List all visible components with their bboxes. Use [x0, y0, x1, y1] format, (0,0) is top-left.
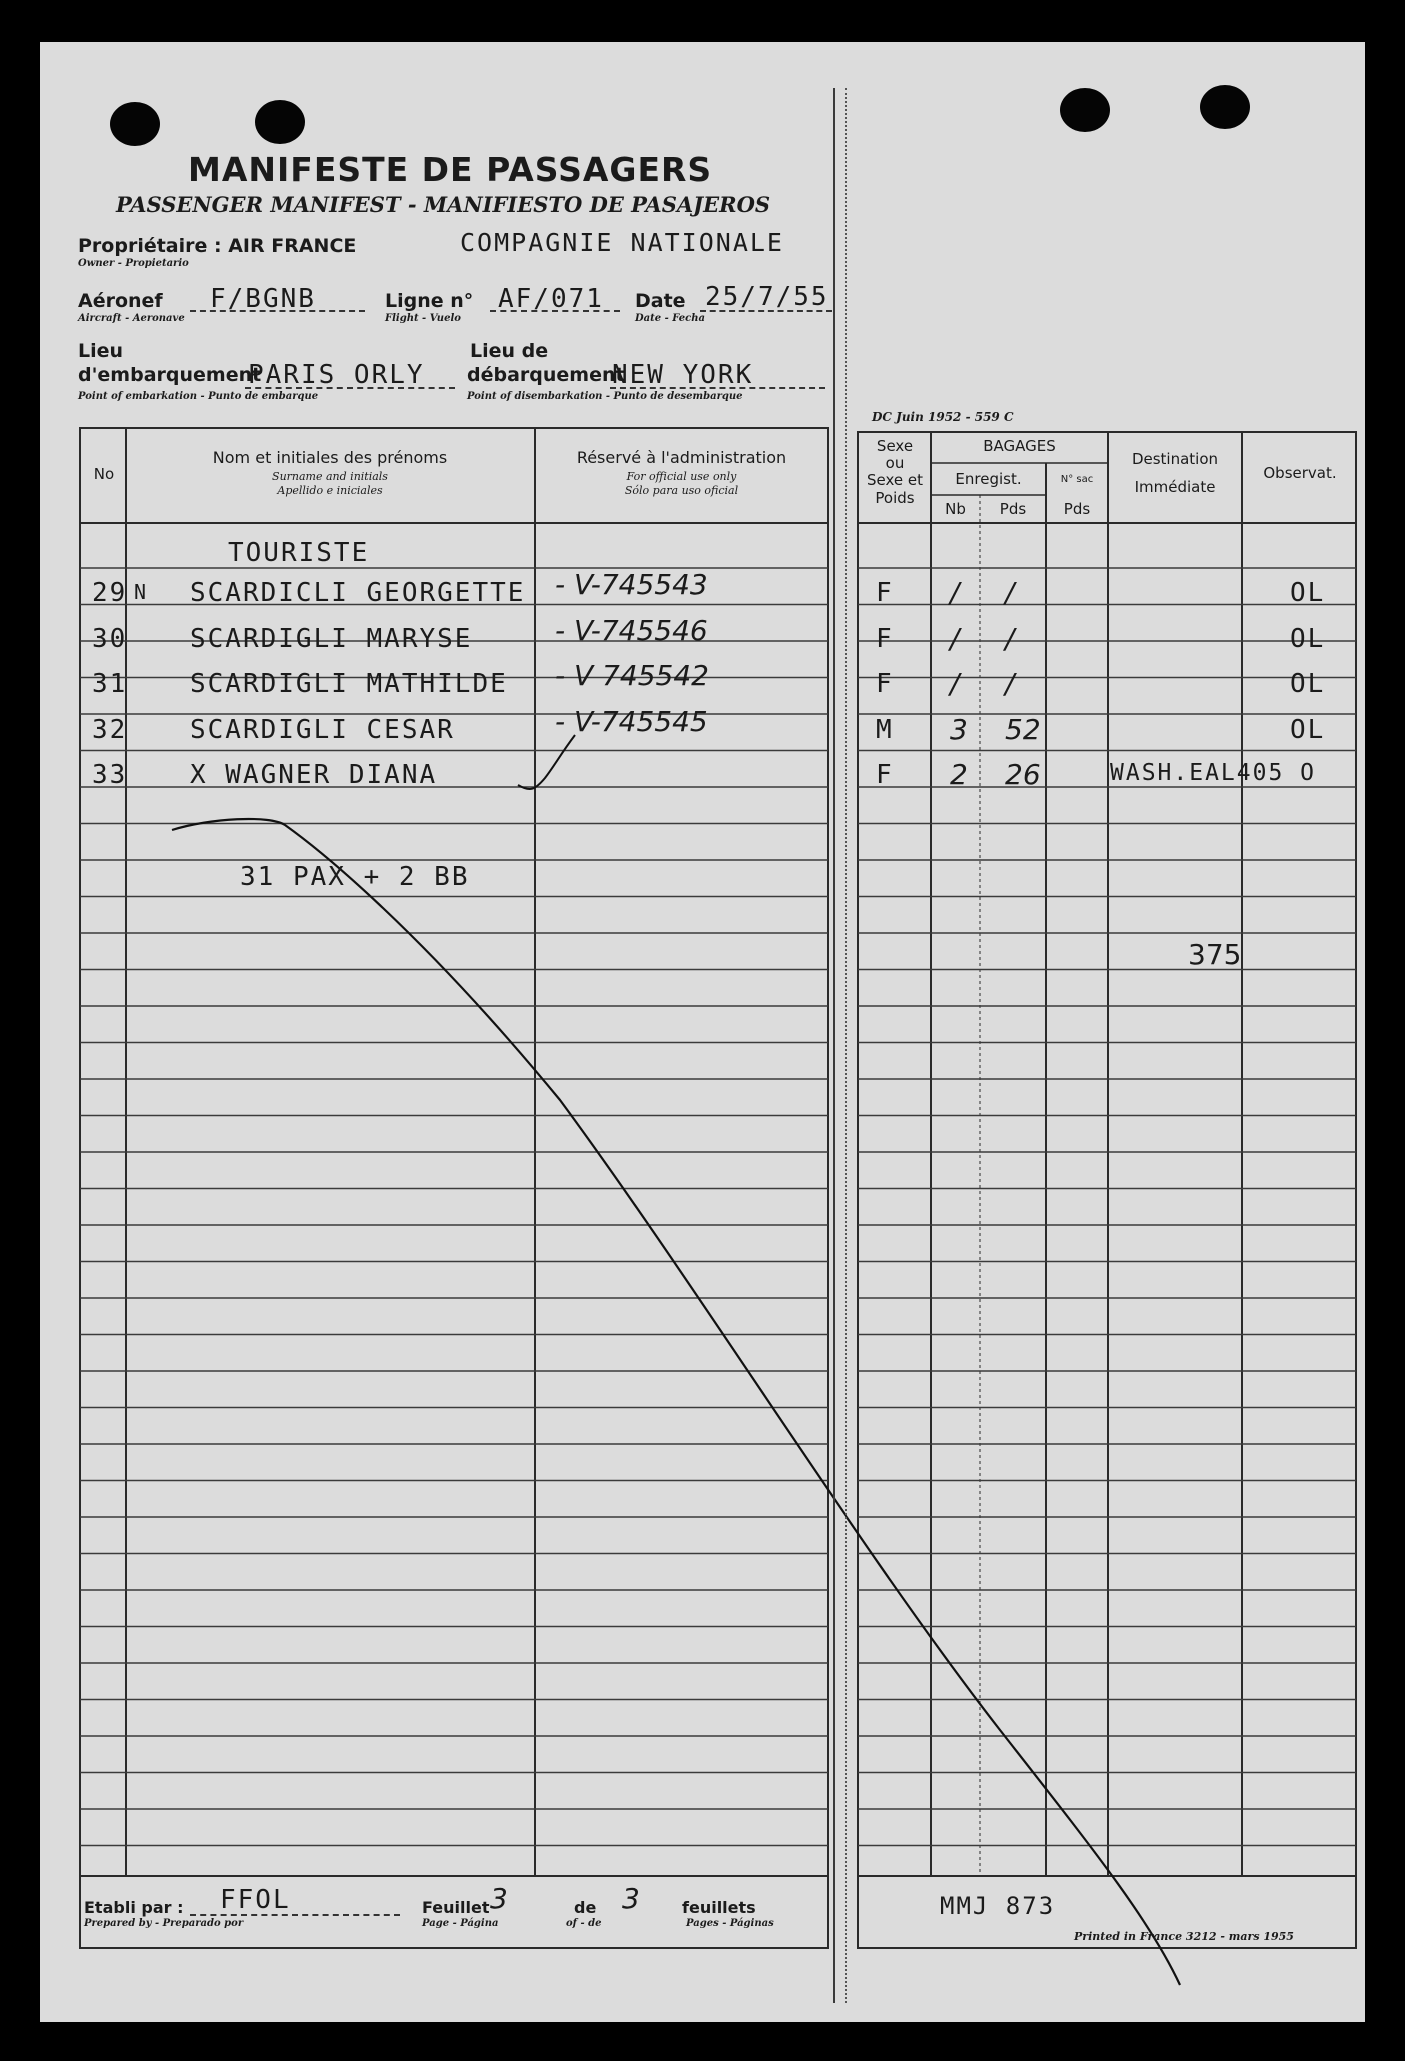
- bag-count: /: [950, 621, 960, 655]
- col-admin: Réservé à l'administration: [576, 448, 787, 467]
- col-pds-2: Pds: [1063, 500, 1091, 518]
- of-sublabel: of - de: [566, 1918, 602, 1929]
- sheet-sublabel: Page - Página: [422, 1918, 499, 1929]
- destination: WASH.EAL405 O: [1110, 760, 1317, 786]
- sex: F: [876, 578, 894, 608]
- observation: OL: [1290, 669, 1326, 699]
- col-name-en: Surname and initials: [272, 470, 388, 483]
- col-sex-2: ou: [885, 454, 905, 472]
- owner-label: Propriétaire : AIR FRANCE: [78, 235, 357, 257]
- col-admin-es: Sólo para uso oficial: [624, 484, 739, 497]
- embark-label-2: d'embarquement: [78, 364, 262, 386]
- date-sublabel: Date - Fecha: [635, 313, 705, 324]
- handwritten-total: 375: [1188, 938, 1242, 971]
- aircraft-label: Aéronef: [78, 290, 163, 312]
- row-number: 30: [92, 623, 128, 654]
- flight-value: AF/071: [498, 284, 604, 314]
- sex: M: [876, 714, 894, 745]
- col-dest-2: Immédiate: [1134, 478, 1216, 496]
- bag-count: 2: [950, 758, 968, 791]
- sex: F: [876, 623, 894, 654]
- col-name-es: Apellido e iniciales: [277, 484, 383, 497]
- sheet-label: Feuillet: [422, 1898, 490, 1917]
- disembark-label-1: Lieu de: [470, 340, 549, 362]
- col-admin-en: For official use only: [626, 470, 737, 483]
- form-code: DC Juin 1952 - 559 C: [872, 410, 1014, 424]
- fold-crease: [833, 88, 847, 2003]
- owner-value: COMPAGNIE NATIONALE: [460, 228, 784, 257]
- sheet-value: 3: [490, 1882, 508, 1915]
- embark-label-1: Lieu: [78, 340, 124, 362]
- aircraft-sublabel: Aircraft - Aeronave: [78, 313, 185, 324]
- sheets-label: feuillets: [682, 1898, 756, 1917]
- col-no: No: [93, 465, 115, 483]
- disembark-sublabel: Point of disembarkation - Punto de desembarque: [467, 391, 743, 402]
- passport-number: - V-745546: [555, 613, 708, 647]
- owner-sublabel: Owner - Propietario: [78, 258, 189, 269]
- passenger-name: SCARDIGLI CESAR: [190, 714, 455, 745]
- passenger-name: SCARDIGLI MARYSE: [190, 623, 473, 654]
- aircraft-value: F/BGNB: [210, 284, 316, 314]
- bag-count: 3: [950, 712, 968, 746]
- row-number: 31: [92, 669, 128, 699]
- bag-weight: /: [1005, 576, 1015, 609]
- class-label: TOURISTE: [228, 538, 370, 568]
- prepared-sublabel: Prepared by - Preparado por: [84, 1918, 244, 1929]
- of-label: de: [574, 1898, 597, 1917]
- summary-total: 31 PAX + 2 BB: [240, 862, 470, 892]
- sex: F: [876, 669, 894, 699]
- printed-note: Printed in France 3212 - mars 1955: [1074, 1930, 1294, 1943]
- bag-weight: 52: [1005, 712, 1041, 746]
- row-number: 32: [92, 714, 128, 745]
- col-observ: Observat.: [1263, 464, 1337, 482]
- date-value: 25/7/55: [705, 282, 829, 312]
- sheets-sublabel: Pages - Páginas: [686, 1918, 774, 1929]
- col-nb: Nb: [945, 500, 966, 518]
- observation: OL: [1290, 623, 1326, 654]
- bag-weight: 26: [1005, 758, 1041, 791]
- bag-count: /: [950, 576, 960, 609]
- passenger-name: X WAGNER DIANA: [190, 760, 438, 790]
- embark-sublabel: Point of embarkation - Punto de embarque: [78, 391, 319, 402]
- sex: F: [876, 760, 894, 790]
- form-title: MANIFESTE DE PASSAGERS: [188, 150, 713, 189]
- prepared-value: FFOL: [220, 1885, 291, 1915]
- col-bagages: BAGAGES: [983, 437, 1056, 455]
- date-label: Date: [635, 290, 686, 312]
- bag-count: /: [950, 667, 960, 700]
- passenger-name: SCARDICLI GEORGETTE: [190, 578, 526, 608]
- form-subtitle: PASSENGER MANIFEST - MANIFIESTO DE PASAJEROS: [116, 192, 771, 217]
- passport-number: - V 745542: [555, 659, 709, 692]
- passenger-name: SCARDIGLI MATHILDE: [190, 669, 508, 699]
- col-name: Nom et initiales des prénoms: [212, 448, 448, 467]
- col-sex-4: Poids: [875, 489, 915, 507]
- col-pds: Pds: [999, 500, 1027, 518]
- col-sex-1: Sexe: [876, 437, 914, 455]
- bag-weight: /: [1005, 621, 1015, 655]
- row-number-suffix: N: [134, 580, 149, 604]
- row-number: 33: [92, 760, 128, 790]
- observation: OL: [1290, 578, 1326, 608]
- disembark-label-2: débarquement: [467, 364, 625, 386]
- bag-weight: /: [1005, 667, 1015, 700]
- col-enregist: Enregist.: [955, 470, 1022, 488]
- observation: OL: [1290, 714, 1326, 745]
- col-nsac: N° sac: [1060, 474, 1094, 485]
- col-sex-3: Sexe et: [866, 471, 923, 489]
- col-dest-1: Destination: [1131, 450, 1219, 468]
- prepared-label: Etabli par :: [84, 1898, 184, 1917]
- disembark-value: NEW YORK: [612, 360, 754, 390]
- flight-sublabel: Flight - Vuelo: [385, 313, 461, 324]
- row-number: 29: [92, 578, 128, 608]
- embark-value: PARIS ORLY: [248, 360, 425, 390]
- passport-number: - V-745545: [555, 704, 708, 738]
- flight-label: Ligne n°: [385, 290, 474, 312]
- of-value: 3: [622, 1882, 640, 1915]
- reference-number: MMJ 873: [940, 1892, 1056, 1920]
- passport-number: - V-745543: [555, 568, 708, 601]
